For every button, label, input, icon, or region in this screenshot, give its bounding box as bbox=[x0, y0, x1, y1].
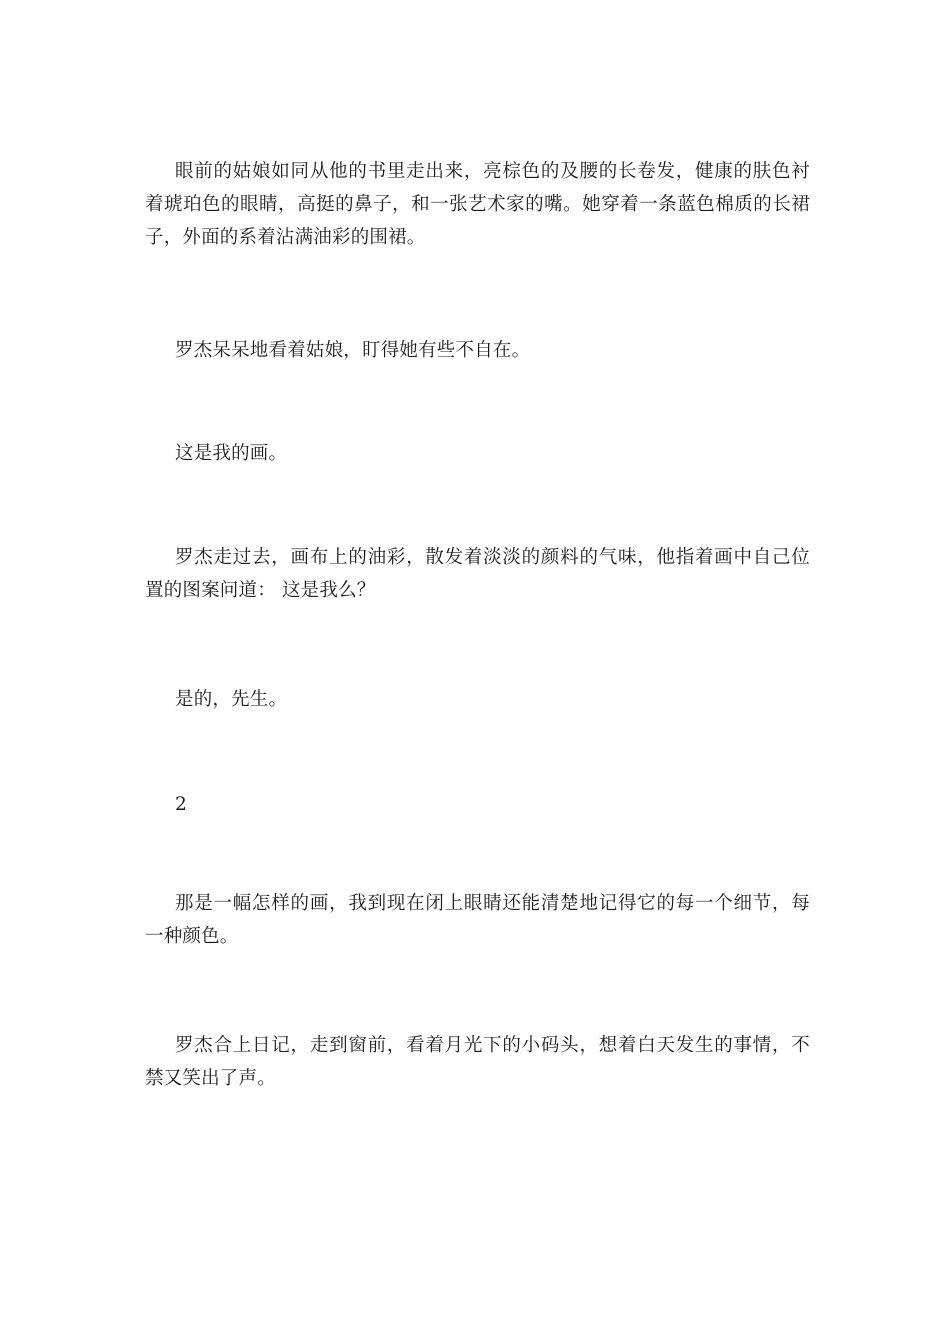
paragraph-3: 这是我的画。 bbox=[175, 443, 288, 464]
paragraph-1: 眼前的姑娘如同从他的书里走出来，亮棕色的及腰的长卷发，健康的肤色衬着琥珀色的眼睛，高挺的鼻子，和一张艺术家的嘴。她穿着一条蓝色棉质的长裙子，外面的系着沾满油彩的围裙。 bbox=[145, 161, 810, 248]
paragraph-7: 罗杰合上日记，走到窗前，看着月光下的小码头，想着白天发生的事情，不禁又笑出了声。 bbox=[145, 1035, 810, 1089]
paragraph-4: 罗杰走过去，画布上的油彩，散发着淡淡的颜料的气味，他指着画中自己位置的图案问道： 这是我么？ bbox=[145, 547, 810, 601]
paragraph-6: 那是一幅怎样的画，我到现在闭上眼睛还能清楚地记得它的每一个细节，每一种颜色。 bbox=[145, 893, 810, 947]
paragraph-2: 罗杰呆呆地看着姑娘，盯得她有些不自在。 bbox=[175, 340, 531, 361]
paragraph-5: 是的，先生。 bbox=[175, 689, 288, 710]
section-number: 2 bbox=[175, 794, 187, 815]
